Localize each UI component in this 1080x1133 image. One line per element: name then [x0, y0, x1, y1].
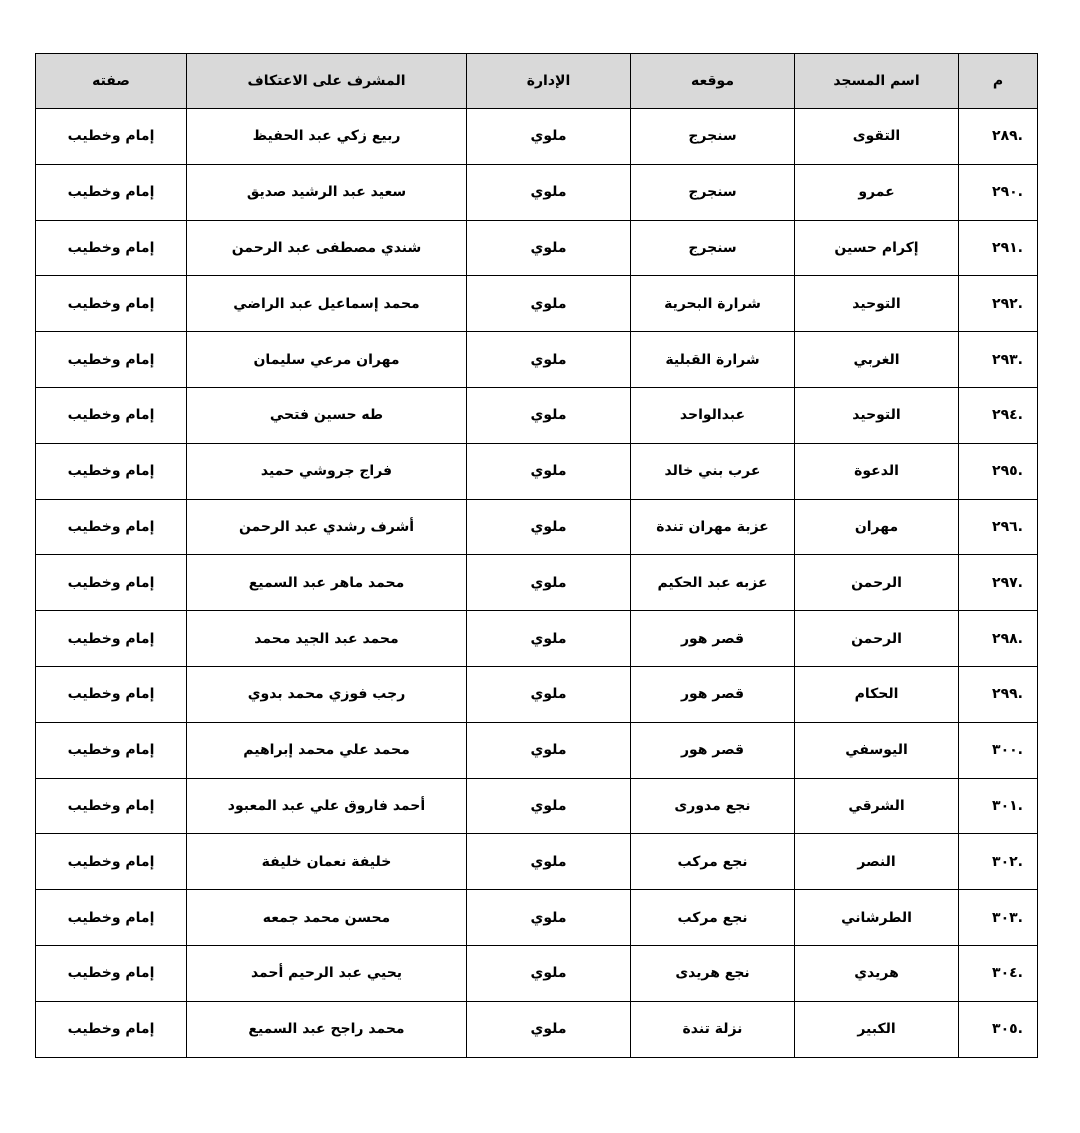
table-row [36, 555, 1038, 611]
cell-supervisor: يحيي عبد الرحيم أحمد [187, 945, 467, 1001]
cell-number: .٣٠٢ [959, 834, 1038, 890]
cell-mosque-name: هريدي [795, 945, 959, 1001]
cell-location: سنجرج [631, 109, 795, 165]
table-row [36, 666, 1038, 722]
cell-supervisor: محمد ماهر عبد السميع [187, 555, 467, 611]
cell-number: .٣٠٣ [959, 890, 1038, 946]
cell-role: إمام وخطيب [36, 834, 187, 890]
cell-administration: ملوي [467, 834, 631, 890]
cell-supervisor: خليفة نعمان خليفة [187, 834, 467, 890]
cell-location: عرب بني خالد [631, 443, 795, 499]
cell-mosque-name: عمرو [795, 164, 959, 220]
cell-supervisor: شندي مصطفى عبد الرحمن [187, 220, 467, 276]
cell-supervisor: محمد علي محمد إبراهيم [187, 722, 467, 778]
cell-number: .٢٩٠ [959, 164, 1038, 220]
table-header [36, 54, 1038, 109]
cell-administration: ملوي [467, 778, 631, 834]
cell-role: إمام وخطيب [36, 109, 187, 165]
mosque-supervisors-table [35, 53, 1038, 1058]
cell-administration: ملوي [467, 164, 631, 220]
cell-role: إمام وخطيب [36, 611, 187, 667]
cell-role: إمام وخطيب [36, 443, 187, 499]
cell-role: إمام وخطيب [36, 332, 187, 388]
cell-number: .٢٨٩ [959, 109, 1038, 165]
cell-location: قصر هور [631, 611, 795, 667]
table-row [36, 945, 1038, 1001]
cell-location: عزبة مهران تندة [631, 499, 795, 555]
table-row [36, 834, 1038, 890]
cell-administration: ملوي [467, 332, 631, 388]
cell-number: .٢٩٦ [959, 499, 1038, 555]
cell-number: .٢٩٣ [959, 332, 1038, 388]
cell-mosque-name: الطرشاني [795, 890, 959, 946]
cell-role: إمام وخطيب [36, 220, 187, 276]
cell-supervisor: طه حسين فتحي [187, 387, 467, 443]
cell-role: إمام وخطيب [36, 722, 187, 778]
cell-number: .٢٩١ [959, 220, 1038, 276]
table-row [36, 722, 1038, 778]
cell-administration: ملوي [467, 109, 631, 165]
cell-mosque-name: الكبير [795, 1001, 959, 1057]
table-row [36, 164, 1038, 220]
cell-number: .٣٠٥ [959, 1001, 1038, 1057]
cell-administration: ملوي [467, 722, 631, 778]
table-row [36, 220, 1038, 276]
cell-location: نجع مدورى [631, 778, 795, 834]
cell-location: عبدالواحد [631, 387, 795, 443]
cell-mosque-name: التوحيد [795, 276, 959, 332]
cell-mosque-name: التوحيد [795, 387, 959, 443]
cell-administration: ملوي [467, 611, 631, 667]
cell-role: إمام وخطيب [36, 555, 187, 611]
cell-number: .٣٠٠ [959, 722, 1038, 778]
table-row [36, 387, 1038, 443]
table-row [36, 332, 1038, 388]
cell-location: نزلة تندة [631, 1001, 795, 1057]
cell-role: إمام وخطيب [36, 387, 187, 443]
header-location: موقعه [631, 54, 795, 109]
cell-supervisor: محمد إسماعيل عبد الراضي [187, 276, 467, 332]
cell-mosque-name: مهران [795, 499, 959, 555]
cell-number: .٢٩٥ [959, 443, 1038, 499]
cell-role: إمام وخطيب [36, 945, 187, 1001]
cell-supervisor: أشرف رشدي عبد الرحمن [187, 499, 467, 555]
cell-supervisor: رجب فوزي محمد بدوي [187, 666, 467, 722]
cell-location: قصر هور [631, 722, 795, 778]
cell-administration: ملوي [467, 945, 631, 1001]
table-body [36, 109, 1038, 1058]
header-supervisor: المشرف على الاعتكاف [187, 54, 467, 109]
cell-administration: ملوي [467, 890, 631, 946]
cell-location: نجع هريدى [631, 945, 795, 1001]
cell-location: نجع مركب [631, 834, 795, 890]
cell-supervisor: محسن محمد جمعه [187, 890, 467, 946]
table-row [36, 499, 1038, 555]
header-administration: الإدارة [467, 54, 631, 109]
cell-number: .٣٠١ [959, 778, 1038, 834]
cell-mosque-name: الرحمن [795, 611, 959, 667]
cell-number: .٣٠٤ [959, 945, 1038, 1001]
cell-supervisor: محمد عبد الجيد محمد [187, 611, 467, 667]
cell-number: .٢٩٢ [959, 276, 1038, 332]
cell-mosque-name: الغربي [795, 332, 959, 388]
cell-number: .٢٩٨ [959, 611, 1038, 667]
cell-administration: ملوي [467, 499, 631, 555]
header-row [36, 54, 1038, 109]
table-row [36, 778, 1038, 834]
cell-supervisor: ربيع زكي عبد الحفيظ [187, 109, 467, 165]
cell-supervisor: فراج جروشي حميد [187, 443, 467, 499]
table-row [36, 109, 1038, 165]
table-row [36, 276, 1038, 332]
cell-role: إمام وخطيب [36, 499, 187, 555]
table-row [36, 611, 1038, 667]
header-number: م [959, 54, 1038, 109]
cell-location: عزبه عبد الحكيم [631, 555, 795, 611]
cell-location: قصر هور [631, 666, 795, 722]
cell-supervisor: أحمد فاروق علي عبد المعبود [187, 778, 467, 834]
cell-role: إمام وخطيب [36, 890, 187, 946]
cell-mosque-name: الشرقي [795, 778, 959, 834]
cell-administration: ملوي [467, 387, 631, 443]
cell-role: إمام وخطيب [36, 276, 187, 332]
cell-mosque-name: النصر [795, 834, 959, 890]
cell-mosque-name: إكرام حسين [795, 220, 959, 276]
cell-role: إمام وخطيب [36, 1001, 187, 1057]
cell-supervisor: مهران مرعي سليمان [187, 332, 467, 388]
cell-administration: ملوي [467, 555, 631, 611]
cell-location: سنجرج [631, 220, 795, 276]
table-row [36, 1001, 1038, 1057]
cell-supervisor: محمد راجح عبد السميع [187, 1001, 467, 1057]
cell-mosque-name: الرحمن [795, 555, 959, 611]
cell-administration: ملوي [467, 1001, 631, 1057]
header-role: صفته [36, 54, 187, 109]
cell-mosque-name: اليوسفي [795, 722, 959, 778]
cell-number: .٢٩٧ [959, 555, 1038, 611]
cell-location: نجع مركب [631, 890, 795, 946]
table-row [36, 443, 1038, 499]
header-mosque-name: اسم المسجد [795, 54, 959, 109]
cell-number: .٢٩٩ [959, 666, 1038, 722]
cell-role: إمام وخطيب [36, 164, 187, 220]
cell-location: سنجرج [631, 164, 795, 220]
cell-location: شرارة القبلية [631, 332, 795, 388]
cell-mosque-name: الحكام [795, 666, 959, 722]
cell-administration: ملوي [467, 443, 631, 499]
cell-number: .٢٩٤ [959, 387, 1038, 443]
cell-role: إمام وخطيب [36, 778, 187, 834]
cell-administration: ملوي [467, 666, 631, 722]
cell-role: إمام وخطيب [36, 666, 187, 722]
cell-supervisor: سعيد عبد الرشيد صديق [187, 164, 467, 220]
cell-administration: ملوي [467, 276, 631, 332]
table-row [36, 890, 1038, 946]
cell-mosque-name: الدعوة [795, 443, 959, 499]
cell-location: شرارة البحرية [631, 276, 795, 332]
cell-mosque-name: التقوى [795, 109, 959, 165]
cell-administration: ملوي [467, 220, 631, 276]
